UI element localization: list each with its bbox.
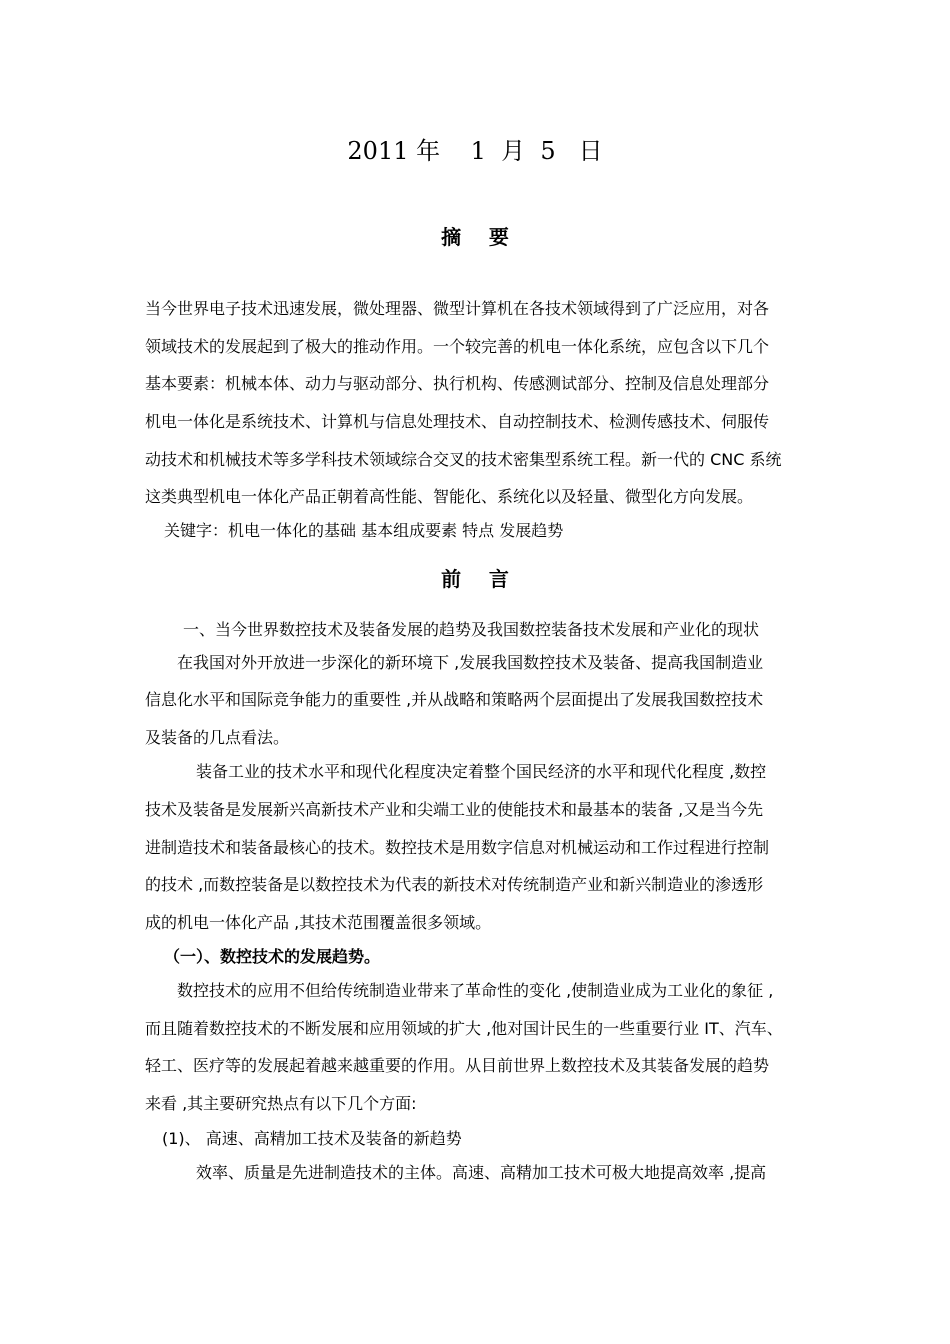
paragraph-line: 效率、质量是先进制造技术的主体。高速、高精加工技术可极大地提高效率 ,提高 <box>196 1163 767 1182</box>
paragraph-line: 轻工、医疗等的发展起着越来越重要的作用。从目前世界上数控技术及其装备发展的趋势 <box>145 1056 770 1075</box>
paragraph-line: 技术及装备是发展新兴高新技术产业和尖端工业的使能技术和最基本的装备 ,又是当今先 <box>145 800 764 819</box>
abstract-line: 这类典型机电一体化产品正朝着高性能、智能化、系统化以及轻量、微型化方向发展。 <box>145 487 754 506</box>
abstract-line: 当今世界电子技术迅速发展，微处理器、微型计算机在各技术领域得到了广泛应用，对各 <box>145 299 770 318</box>
paragraph-line: 在我国对外开放进一步深化的新环境下 ,发展我国数控技术及装备、提高我国制造业 <box>177 653 764 672</box>
abstract-line: 机电一体化是系统技术、计算机与信息处理技术、自动控制技术、检测传感技术、伺服传 <box>145 412 770 431</box>
list-item-title: (1)、 高速、高精加工技术及装备的新趋势 <box>162 1129 462 1148</box>
abstract-line: 领域技术的发展起到了极大的推动作用。一个较完善的机电一体化系统，应包含以下几个 <box>145 337 770 356</box>
paragraph-line: 而且随着数控技术的不断发展和应用领域的扩大 ,他对国计民生的一些重要行业 IT、汽车、 <box>145 1019 783 1038</box>
subsection-heading: （一）、数控技术的发展趋势。 <box>164 947 381 966</box>
date-line: 2011 年 1 月 5 日 <box>347 137 603 165</box>
paragraph-line: 装备工业的技术水平和现代化程度决定着整个国民经济的水平和现代化程度 ,数控 <box>196 762 767 781</box>
preface-heading: 前 言 <box>441 567 509 591</box>
abstract-line: 基本要素：机械本体、动力与驱动部分、执行机构、传感测试部分、控制及信息处理部分 <box>145 374 770 393</box>
keywords-line: 关键字：机电一体化的基础 基本组成要素 特点 发展趋势 <box>164 521 564 540</box>
paragraph-line: 的技术 ,而数控装备是以数控技术为代表的新技术对传统制造产业和新兴制造业的渗透形 <box>145 875 764 894</box>
paragraph-line: 成的机电一体化产品 ,其技术范围覆盖很多领域。 <box>145 913 492 932</box>
paragraph-line: 及装备的几点看法。 <box>145 728 290 747</box>
abstract-heading: 摘 要 <box>441 225 509 249</box>
paragraph-line: 信息化水平和国际竞争能力的重要性 ,并从战略和策略两个层面提出了发展我国数控技术 <box>145 690 764 709</box>
abstract-line: 动技术和机械技术等多学科技术领域综合交叉的技术密集型系统工程。新一代的 CNC 系统 <box>145 450 782 469</box>
paragraph-line: 进制造技术和装备最核心的技术。数控技术是用数字信息对机械运动和工作过程进行控制 <box>145 838 770 857</box>
paragraph-line: 来看 ,其主要研究热点有以下几个方面: <box>145 1094 417 1113</box>
paragraph-line: 数控技术的应用不但给传统制造业带来了革命性的变化 ,使制造业成为工业化的象征 , <box>177 981 774 1000</box>
section-title: 一、当今世界数控技术及装备发展的趋势及我国数控装备技术发展和产业化的现状 <box>183 620 760 639</box>
